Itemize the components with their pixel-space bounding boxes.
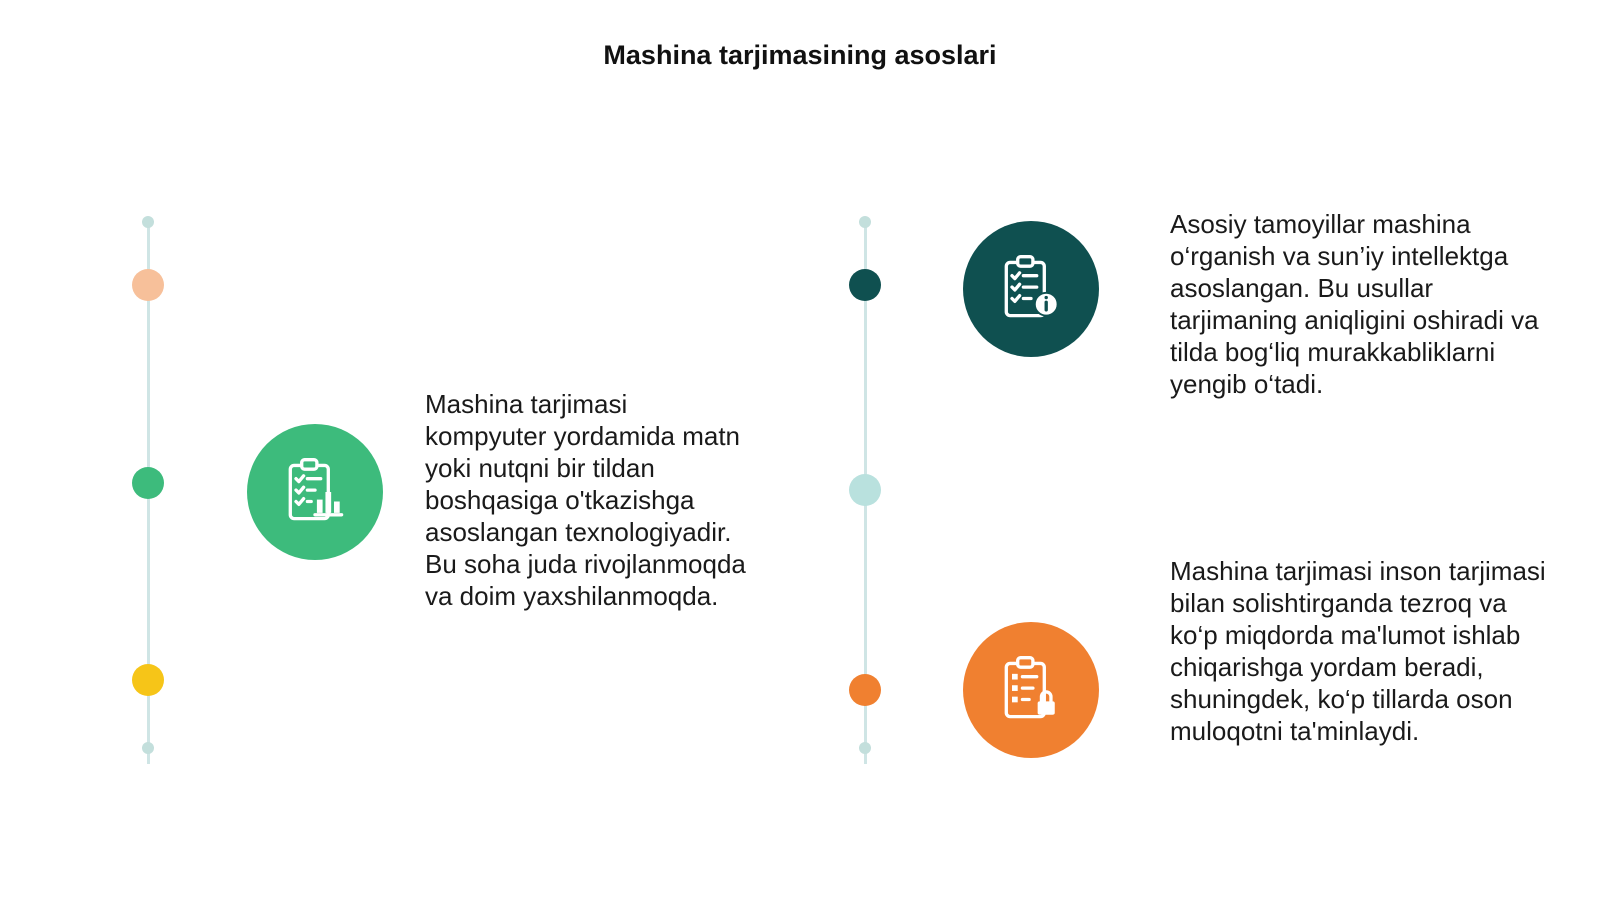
timeline-dot-dark-teal (849, 269, 881, 301)
clipboard-info-icon (963, 221, 1099, 357)
timeline-start-dot (142, 216, 154, 228)
timeline-dot-green (132, 467, 164, 499)
right-timeline (845, 208, 885, 768)
timeline-dot-yellow (132, 664, 164, 696)
timeline-dot-peach (132, 269, 164, 301)
clipboard-lock-icon (963, 622, 1099, 758)
timeline-end-dot (142, 742, 154, 754)
page-title: Mashina tarjimasining asoslari (603, 40, 997, 70)
text-block-definition: Mashina tarjimasi kompyuter yordamida matn yoki nutqni bir tildan boshqasiga o'tkazishga asoslangan texnologiyadir. Bu soha juda rivojlanmoqda va doim yaxshilanmoqda. (425, 389, 746, 611)
clipboard-chart-icon (247, 424, 383, 560)
text-block-principles: Asosiy tamoyillar mashina o‘rganish va sun’iy intellektga asoslangan. Bu usullar tarjimaning aniqligini oshiradi va tilda bog‘liq murakkabliklarni yengib o‘tadi. (1170, 209, 1539, 399)
timeline-dot-light-teal (849, 474, 881, 506)
timeline-end-dot (859, 742, 871, 754)
left-timeline (128, 208, 168, 768)
timeline-dot-orange (849, 674, 881, 706)
text-block-advantages: Mashina tarjimasi inson tarjimasi bilan solishtirganda tezroq va ko‘p miqdorda ma'lumot ishlab chiqarishga yordam beradi, shuningdek, ko‘p tillarda oson muloqotni ta'minlaydi. (1170, 556, 1546, 746)
timeline-start-dot (859, 216, 871, 228)
